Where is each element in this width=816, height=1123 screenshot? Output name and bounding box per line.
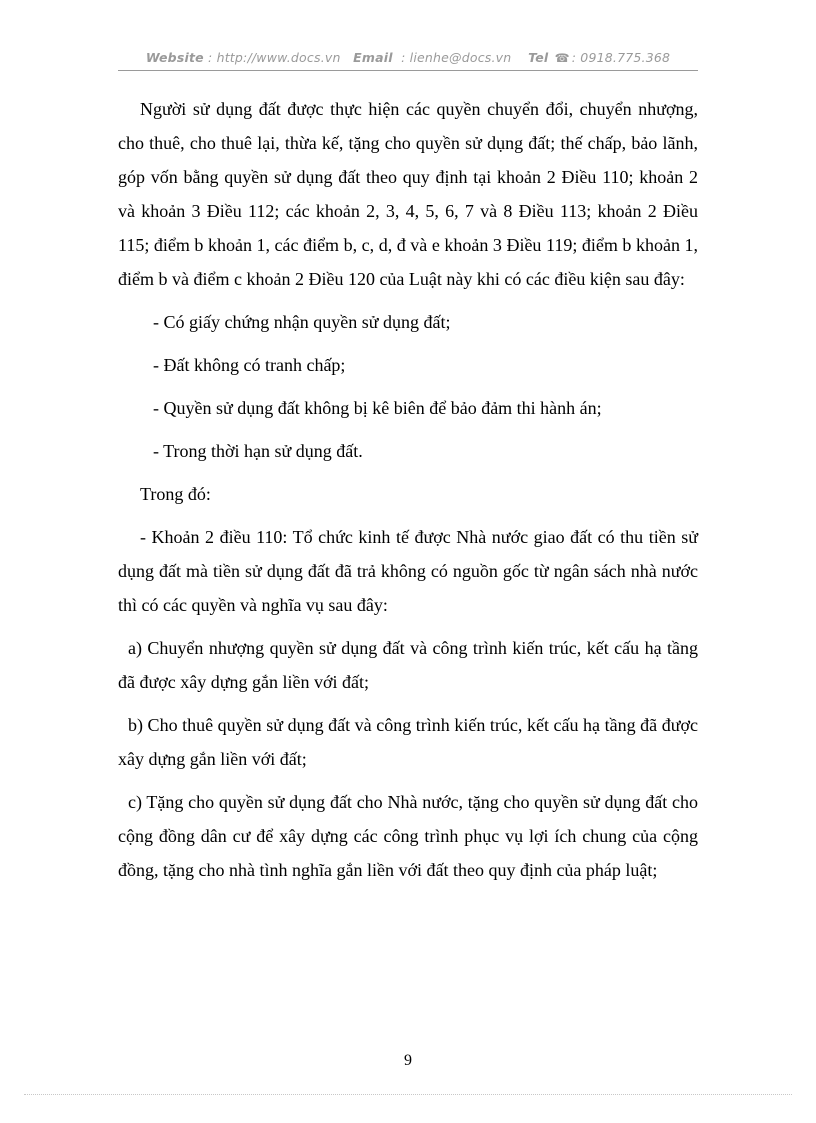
- opening-paragraph: Người sử dụng đất được thực hiện các quyền chuyển đổi, chuyển nhượng, cho thuê, cho thuê lại, thừa kế, tặng cho quyền sử dụng đất; thế chấp, bảo lãnh, góp vốn bằng quyền sử dụng đất theo quy định tại khoản 2 Điều 110; khoản 2 và khoản 3 Điều 112; các khoản 2, 3, 4, 5, 6, 7 và 8 Điều 113; khoản 2 Điều 115; điểm b khoản 1, các điểm b, c, d, đ và e khoản 3 Điều 119; điểm b khoản 1, điểm b và điểm c khoản 2 Điều 120 của Luật này khi có các điều kiện sau đây:: [118, 99, 698, 289]
- footer-divider: [24, 1094, 792, 1095]
- tel-value: : 0918.775.368: [571, 50, 671, 65]
- condition-item: - Đất không có tranh chấp;: [153, 355, 346, 375]
- website-value: : http://www.docs.vn: [208, 50, 341, 65]
- clause-item-a: a) Chuyển nhượng quyền sử dụng đất và công trình kiến trúc, kết cấu hạ tầng đã được xây dựng gắn liền với đất;: [118, 638, 698, 692]
- header-divider: [118, 70, 698, 71]
- page-number: 9: [404, 1052, 412, 1069]
- website-label: Website: [145, 50, 204, 65]
- document-body: [118, 92, 698, 887]
- tel-label: Tel: [528, 50, 549, 65]
- email-value: : lienhe@docs.vn: [401, 50, 512, 65]
- condition-item: - Quyền sử dụng đất không bị kê biên để bảo đảm thi hành án;: [153, 398, 602, 418]
- condition-item: - Trong thời hạn sử dụng đất.: [153, 441, 363, 461]
- intro-text: Trong đó:: [140, 484, 211, 504]
- email-label: Email: [353, 50, 393, 65]
- page-header: [0, 50, 816, 65]
- condition-item: - Có giấy chứng nhận quyền sử dụng đất;: [153, 312, 451, 332]
- clause-item-b: b) Cho thuê quyền sử dụng đất và công trình kiến trúc, kết cấu hạ tầng đã được xây dựng gắn liền với đất;: [118, 715, 698, 769]
- clause-paragraph: - Khoản 2 điều 110: Tổ chức kinh tế được Nhà nước giao đất có thu tiền sử dụng đất mà tiền sử dụng đất đã trả không có nguồn gốc từ ngân sách nhà nước thì có các quyền và nghĩa vụ sau đây:: [118, 527, 698, 615]
- phone-icon: ☎: [554, 51, 570, 65]
- clause-item-c: c) Tặng cho quyền sử dụng đất cho Nhà nước, tặng cho quyền sử dụng đất cho cộng đồng dân cư để xây dựng các công trình phục vụ lợi ích chung của cộng đồng, tặng cho nhà tình nghĩa gắn liền với đất theo quy định của pháp luật;: [118, 792, 698, 880]
